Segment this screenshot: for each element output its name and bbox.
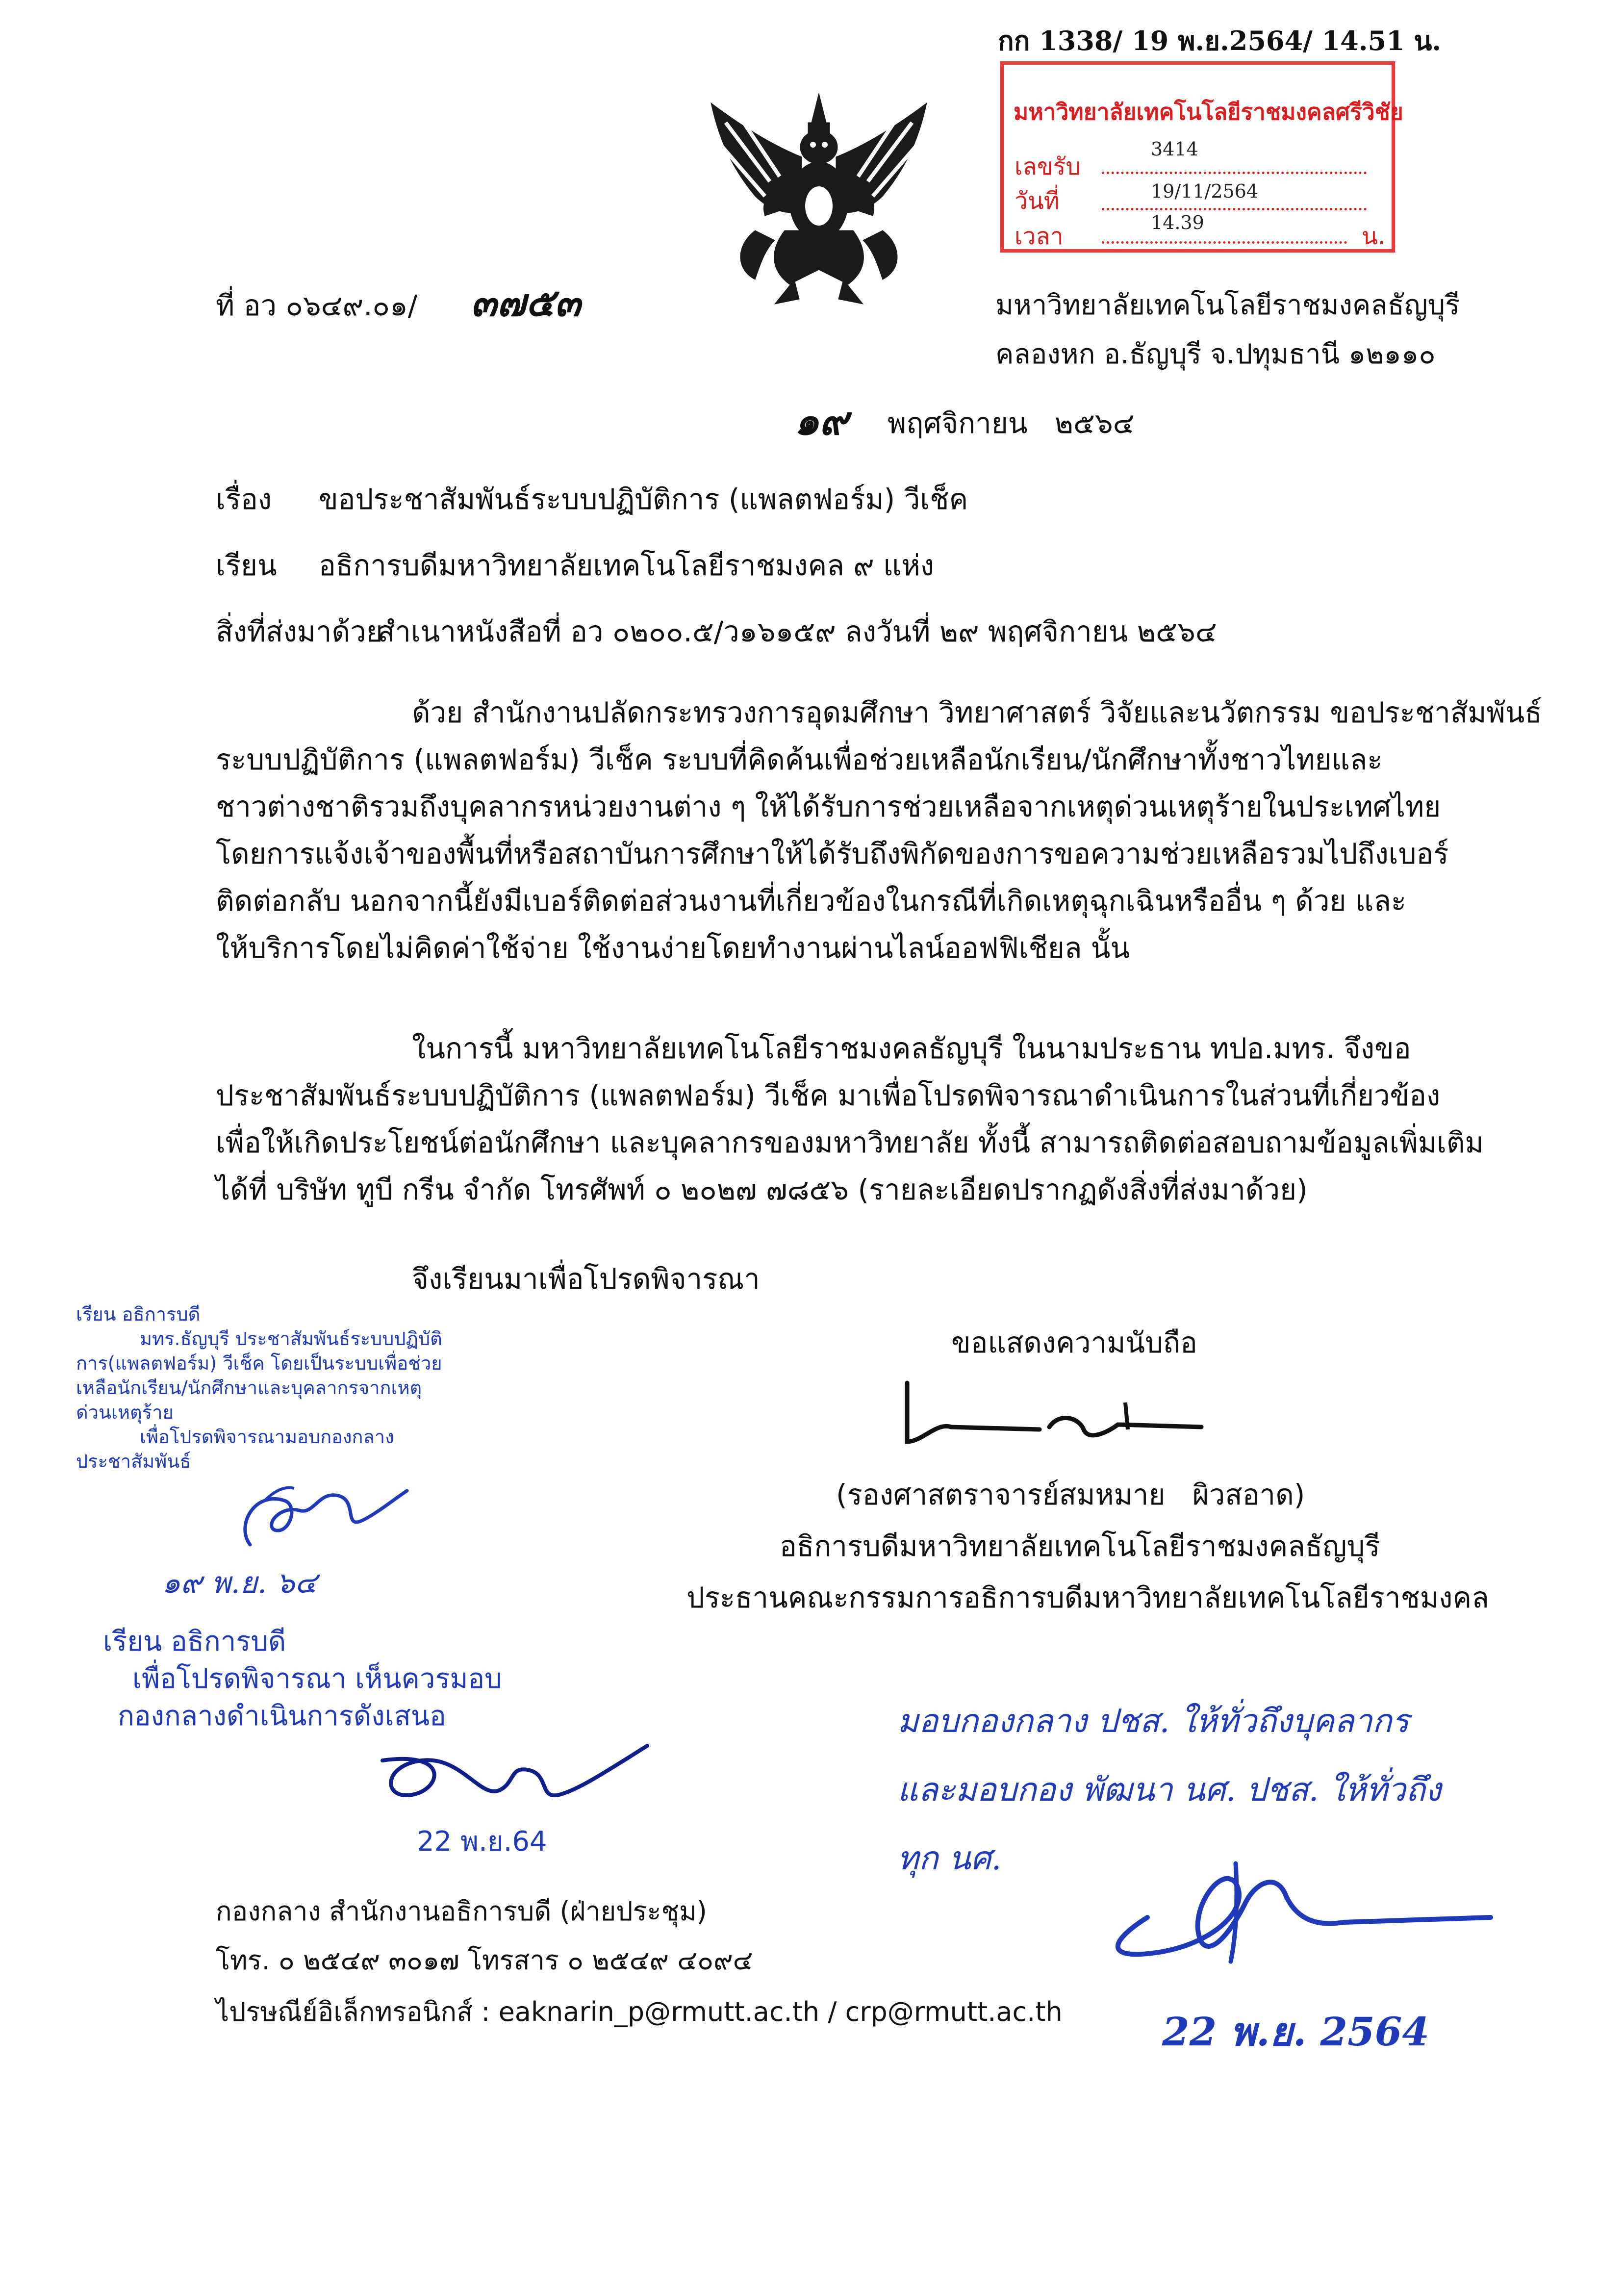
to-label: เรียน [216,549,277,582]
signer-position-1: อธิการบดีมหาวิทยาลัยเทคโนโลยีราชมงคลธัญบุรี [780,1529,1380,1563]
regards: ขอแสดงความนับถือ [951,1326,1197,1359]
paragraph-1-line: ให้บริการโดยไม่คิดค่าใช้จ่าย ใช้งานง่ายโดยทำงานผ่านไลน์ออฟฟิเชียล นั้น [216,931,1130,965]
enclosure-label: สิ่งที่ส่งมาด้วย [216,615,383,648]
paragraph-2 [216,1025,1484,1213]
note-3-signature [1089,1844,1510,1971]
note-3-line: และมอบกอง พัฒนา นศ. ปชส. ให้ทั่วถึง [897,1771,1441,1809]
paragraph-1 [216,689,1542,971]
paragraph-2-line: เพื่อให้เกิดประโยชน์ต่อนักศึกษา และบุคลากรของมหาวิทยาลัย ทั้งนี้ สามารถติดต่อสอบถามข้อมูลเพิ่มเติม [216,1126,1484,1159]
signer-position-2: ประธานคณะกรรมการอธิการบดีมหาวิทยาลัยเทคโนโลยีราชมงคล [686,1581,1489,1614]
footer-line-2: โทร. ๐ ๒๕๔๙ ๓๐๑๗ โทรสาร ๐ ๒๕๔๙ ๔๐๙๔ [216,1945,753,1976]
note-2 [103,1623,502,1735]
doc-number-handwritten: ๓๗๕๓ [471,280,581,325]
stamp-time-unit: น. [1362,223,1386,250]
stamp-date-value: 19/11/2564 [1151,180,1259,202]
signer-name: (รองศาสตราจารย์สมหมาย ผิวสอาด) [836,1478,1305,1511]
receipt-stamp [1000,61,1403,253]
note-1-line: ประชาสัมพันธ์ [76,1451,191,1472]
note-1 [76,1302,442,1474]
note-3-date: 22 พ.ย. 2564 [1162,2009,1429,2055]
footer-line-1: กองกลาง สำนักงานอธิการบดี (ฝ่ายประชุม) [216,1896,707,1927]
note-3-line: มอบกองกลาง ปชส. ให้ทั่วถึงบุคลากร [897,1702,1409,1740]
note-2-line: เรียน อธิการบดี [103,1626,286,1657]
signer-signature [892,1373,1211,1452]
note-1-line: เรียน อธิการบดี [76,1303,201,1325]
sender-line-2: คลองหก อ.ธัญบุรี จ.ปทุมธานี ๑๒๑๑๐ [995,338,1436,370]
subject-label: เรื่อง [216,483,272,516]
note-1-signature [216,1471,422,1569]
paragraph-1-line: ติดต่อกลับ นอกจากนี้ยังมีเบอร์ติดต่อส่วนงานที่เกี่ยวข้องในกรณีที่เกิดเหตุฉุกเฉินหรืออื่น ๆ ด้วย และ [216,884,1407,918]
note-2-date: 22 พ.ย.64 [417,1826,547,1858]
date-month-year: พฤศจิกายน ๒๕๖๔ [888,407,1135,440]
date-day-handwritten: ๑๙ [794,398,848,444]
note-2-signature [353,1731,657,1829]
stamp-no-label: เลขรับ [1015,153,1081,180]
paragraph-2-line: ในการนี้ มหาวิทยาลัยเทคโนโลยีราชมงคลธัญบุรี ในนามประธาน ทปอ.มทร. จึงขอ [412,1032,1411,1065]
note-2-line: เพื่อโปรดพิจารณา เห็นควรมอบ [132,1663,502,1695]
to: อธิการบดีมหาวิทยาลัยเทคโนโลยีราชมงคล ๙ แห่ง [319,549,935,582]
paragraph-1-line: ด้วย สำนักงานปลัดกระทรวงการอุดมศึกษา วิทยาศาสตร์ วิจัยและนวัตกรรม ขอประชาสัมพันธ์ [412,696,1542,729]
note-1-line: มทร.ธัญบุรี ประชาสัมพันธ์ระบบปฏิบัติ [140,1328,442,1350]
closing: จึงเรียนมาเพื่อโปรดพิจารณา [412,1262,760,1296]
paragraph-1-line: ชาวต่างชาติรวมถึงบุคลากรหน่วยงานต่าง ๆ ให้ได้รับการช่วยเหลือจากเหตุด่วนเหตุร้ายในประเทศไทย [216,790,1441,823]
stamp-no-value: 3414 [1151,138,1198,160]
paragraph-2-line: ได้ที่ บริษัท ทูบี กรีน จำกัด โทรศัพท์ ๐ ๒๐๒๗ ๗๘๕๖ (รายละเอียดปรากฏดังสิ่งที่ส่งมาด้วย) [216,1173,1308,1206]
note-1-date: ๑๙ พ.ย. ๖๔ [162,1566,317,1600]
doc-number: ที่ อว ๐๖๔๙.๐๑/ [216,289,418,322]
note-1-line: การ(แพลตฟอร์ม) วีเช็ค โดยเป็นระบบเพื่อช่วย [76,1352,442,1374]
stamp-time-value: 14.39 [1151,212,1204,233]
footer-line-3: ไปรษณีย์อิเล็กทรอนิกส์ : eaknarin_p@rmutt.ac.th / crp@rmutt.ac.th [216,1996,1063,2027]
paragraph-2-line: ประชาสัมพันธ์ระบบปฏิบัติการ (แพลตฟอร์ม) วีเช็ค มาเพื่อโปรดพิจารณาดำเนินการในส่วนที่เกี่ยวข้อง [216,1079,1441,1112]
stamp-date-label: วันที่ [1015,187,1060,215]
receipt-line: กก 1338/ 19 พ.ย.2564/ 14.51 น. [998,25,1442,56]
note-2-line: กองกลางดำเนินการดังเสนอ [118,1700,446,1732]
stamp-org: มหาวิทยาลัยเทคโนโลยีราชมงคลศรีวิชัย [1014,99,1403,125]
paragraph-1-line: ระบบปฏิบัติการ (แพลตฟอร์ม) วีเช็ค ระบบที่คิดค้นเพื่อช่วยเหลือนักเรียน/นักศึกษาทั้งชาวไทยและ [216,743,1383,776]
stamp-time-label: เวลา [1015,223,1064,250]
subject: ขอประชาสัมพันธ์ระบบปฏิบัติการ (แพลตฟอร์ม) วีเช็ค [319,483,968,516]
note-1-line: เหลือนักเรียน/นักศึกษาและบุคลากรจากเหตุ [76,1377,422,1399]
note-1-line: เพื่อโปรดพิจารณามอบกองกลาง [140,1426,394,1448]
note-3-line: ทุก นศ. [897,1839,1002,1877]
garuda-emblem-icon [696,83,941,309]
paragraph-1-line: โดยการแจ้งเจ้าของพื้นที่หรือสถาบันการศึกษาให้ได้รับถึงพิกัดของการขอความช่วยเหลือรวมไปถึงเบอร์ [216,837,1449,870]
sender-line-1: มหาวิทยาลัยเทคโนโลยีราชมงคลธัญบุรี [995,289,1460,321]
enclosure: สำเนาหนังสือที่ อว ๐๒๐๐.๕/ว๑๖๑๕๙ ลงวันที่ ๒๙ พฤศจิกายน ๒๕๖๔ [378,615,1217,648]
note-1-line: ด่วนเหตุร้าย [76,1402,174,1423]
